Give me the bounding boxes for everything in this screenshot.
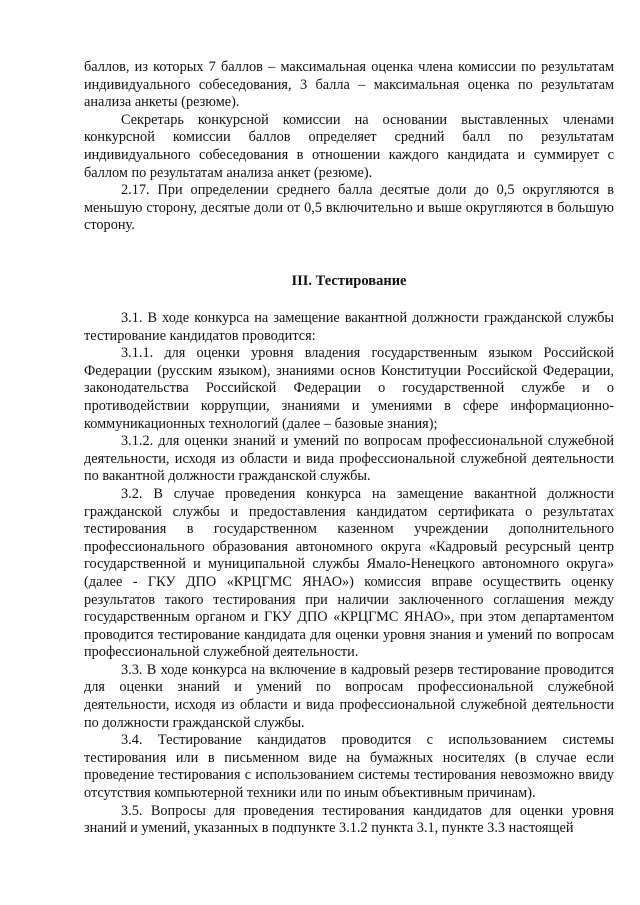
paragraph-3-1: 3.1. В ходе конкурса на замещение вакантной должности гражданской службы тестирование кандидатов проводится: <box>84 310 614 344</box>
paragraph-3-1-2: 3.1.2. для оценки знаний и умений по вопросам профессиональной служебной деятельности, исходя из области и вида профессиональной служебной деятельности по вакантной должности гражданской службы. <box>84 433 614 485</box>
paragraph-3-2: 3.2. В случае проведения конкурса на замещение вакантной должности гражданской службы и предоставления кандидатом сертификата о результатах тестирования в государственном казенном учреждении дополнительного профессионального образования автономного округа «Кадровый ресурсный центр государственной и муниципальной службы Ямало-Ненецкого автономного округа» (далее - ГКУ ДПО «КРЦГМС ЯНАО») комиссия вправе осуществить оценку результатов такого тестирования при наличии заключенного соглашения между государственным органом и ГКУ ДПО «КРЦГМС ЯНАО», при этом департаментом проводится тестирование кандидата для оценки уровня знания и умений по вопросам профессиональной служебной деятельности. <box>84 485 614 661</box>
paragraph-secretary-average: Секретарь конкурсной комиссии на основании выставленных членами конкурсной комиссии баллов определяет средний балл по результатам индивидуального собеседования в отношении каждого кандидата и суммирует с баллом по результатам анализа анкет (резюме). <box>84 111 614 181</box>
paragraph-3-5: 3.5. Вопросы для проведения тестирования кандидатов для оценки уровня знаний и умений, указанных в подпункте 3.1.2 пункта 3.1, пункте 3.3 настоящей <box>84 802 614 837</box>
paragraph-3-4: 3.4. Тестирование кандидатов проводится с использованием системы тестирования или в письменном виде на бумажных носителях (в случае если проведение тестирования с использованием системы тестирования невозможно ввиду отсутствия компьютерной техники или по иным объективным причинам). <box>84 732 614 802</box>
paragraph-2-17-rounding: 2.17. При определении среднего балла десятые доли до 0,5 округляются в меньшую сторону, десятые доли от 0,5 включительно и выше округляются в большую сторону. <box>84 182 614 234</box>
section-heading-testing: III. Тестирование <box>291 273 407 289</box>
document-page <box>84 59 614 837</box>
paragraph-3-3: 3.3. В ходе конкурса на включение в кадровый резерв тестирование проводится для оценки знаний и умений по вопросам профессиональной служебной деятельности, исходя из области и вида профессиональной служебной деятельности по должности гражданской службы. <box>84 661 614 731</box>
paragraph-3-1-1: 3.1.1. для оценки уровня владения государственным языком Российской Федерации (русским языком), знаниями основ Конституции Российской Федерации, законодательства Российской Федерации о государственной службе и о противодействии коррупции, знаниями и умениями в сфере информационно-коммуникационных технологий (далее – базовые знания); <box>84 345 614 432</box>
paragraph-scoring-continuation: баллов, из которых 7 баллов – максимальная оценка члена комиссии по результатам индивидуального собеседования, 3 балла – максимальная оценка по результатам анализа анкеты (резюме). <box>84 59 614 111</box>
section-testing-body <box>84 310 614 838</box>
